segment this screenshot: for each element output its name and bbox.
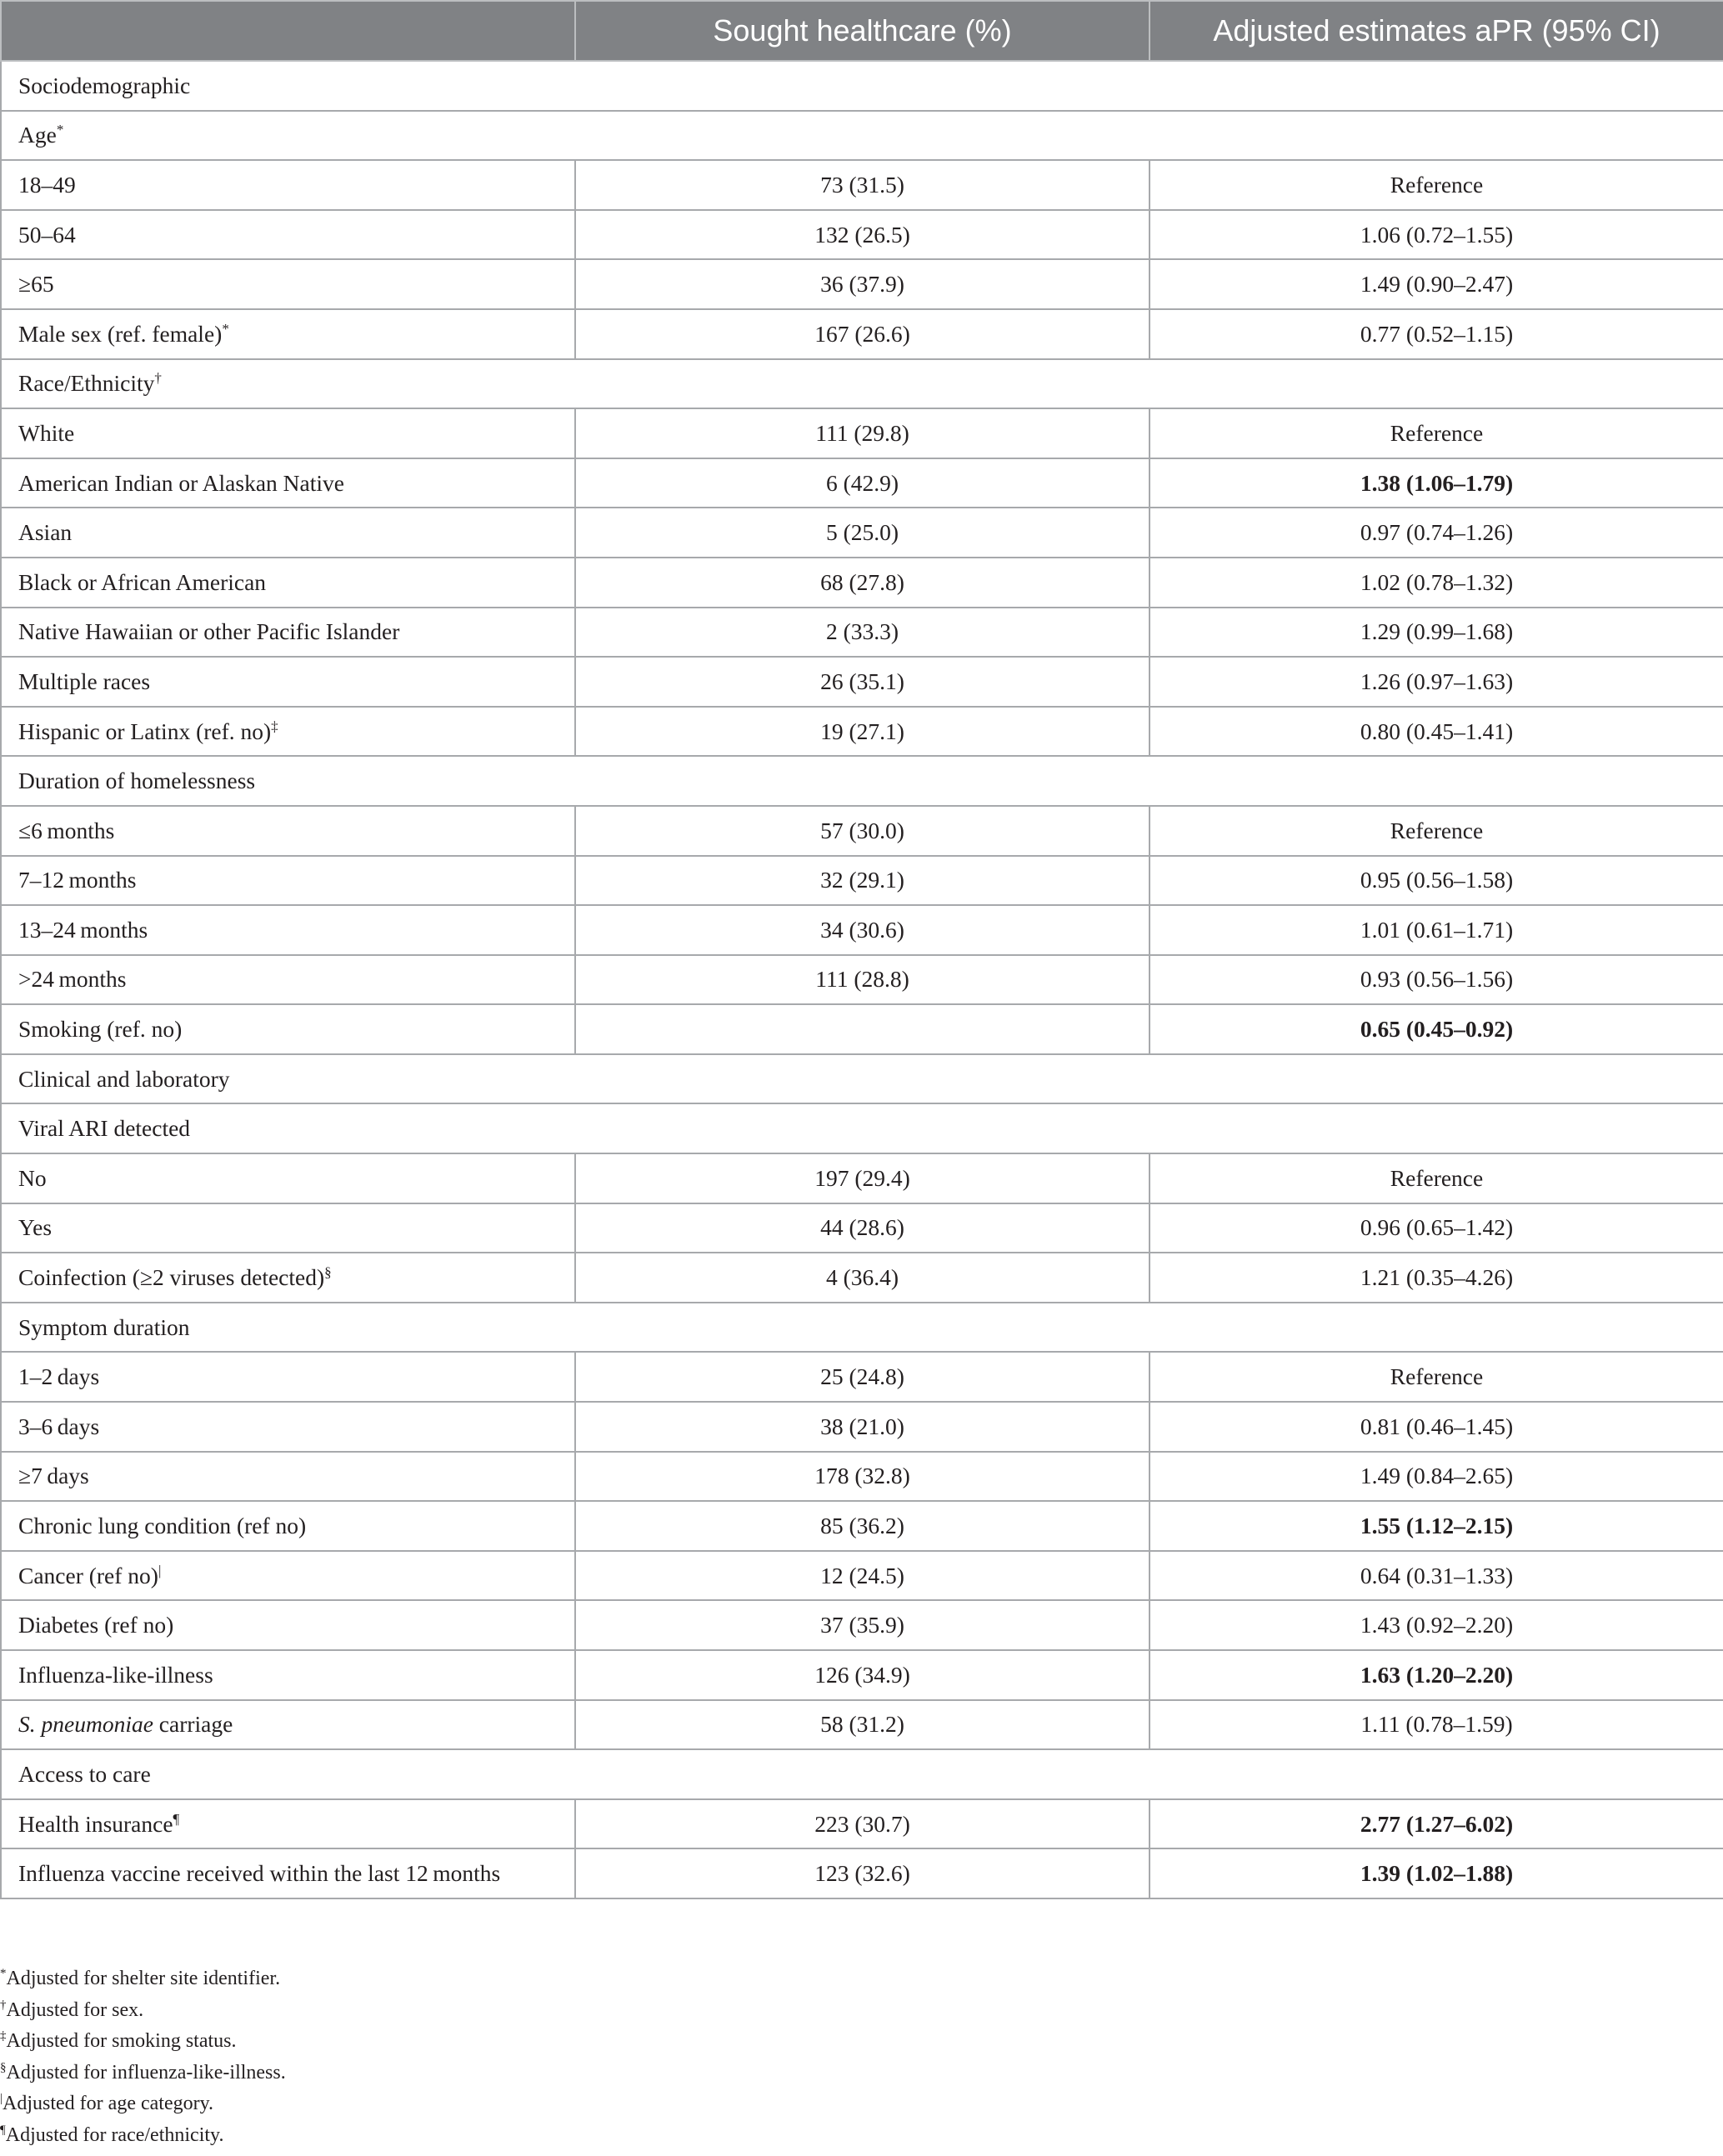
row-label bbox=[1, 955, 575, 1005]
adjusted-estimate-value: 1.49 (0.90–2.47) bbox=[1150, 259, 1723, 309]
table-row bbox=[1, 707, 1723, 757]
footnote-marker: | bbox=[158, 1562, 162, 1578]
sought-healthcare-value: 223 (30.7) bbox=[575, 1799, 1150, 1849]
row-label bbox=[1, 1551, 575, 1601]
adjusted-estimate-value: Reference bbox=[1150, 1352, 1723, 1402]
row-label-text: Asian bbox=[18, 519, 73, 546]
adjusted-estimate-value: 0.96 (0.65–1.42) bbox=[1150, 1203, 1723, 1253]
sought-healthcare-value: 58 (31.2) bbox=[575, 1700, 1150, 1750]
footnote-line bbox=[0, 1995, 286, 2027]
row-label-text: ≥7 days bbox=[18, 1463, 89, 1489]
footnote-line bbox=[0, 2088, 286, 2120]
sought-healthcare-value: 37 (35.9) bbox=[575, 1600, 1150, 1650]
table-row bbox=[1, 1004, 1723, 1054]
section-row bbox=[1, 1303, 1723, 1353]
sought-healthcare-value: 5 (25.0) bbox=[575, 508, 1150, 558]
row-label-text: ≥65 bbox=[18, 271, 54, 298]
row-label-text: Influenza vaccine received within the last 12 months bbox=[18, 1860, 501, 1887]
table-row bbox=[1, 1848, 1723, 1898]
footnote-line bbox=[0, 2120, 286, 2152]
table-row bbox=[1, 1203, 1723, 1253]
row-label-text: S. pneumoniae bbox=[18, 1711, 153, 1738]
row-label bbox=[1, 657, 575, 707]
footnote-text: Adjusted for shelter site identifier. bbox=[6, 1968, 281, 1989]
footnote-line bbox=[0, 2026, 286, 2058]
adjusted-estimate-value: 0.65 (0.45–0.92) bbox=[1150, 1004, 1723, 1054]
row-label bbox=[1, 359, 1723, 409]
row-label bbox=[1, 1650, 575, 1700]
row-label-text: Cancer (ref no) bbox=[18, 1562, 158, 1588]
sought-healthcare-value: 2 (33.3) bbox=[575, 608, 1150, 658]
adjusted-estimate-value: 0.64 (0.31–1.33) bbox=[1150, 1551, 1723, 1601]
table-row bbox=[1, 657, 1723, 707]
footnote-text: Adjusted for smoking status. bbox=[6, 2030, 237, 2052]
footnote-mark: § bbox=[0, 2060, 7, 2074]
sought-healthcare-value: 123 (32.6) bbox=[575, 1848, 1150, 1898]
row-label bbox=[1, 756, 1723, 806]
adjusted-estimate-value: 0.77 (0.52–1.15) bbox=[1150, 309, 1723, 359]
adjusted-estimate-value: 1.26 (0.97–1.63) bbox=[1150, 657, 1723, 707]
row-label bbox=[1, 905, 575, 955]
section-row bbox=[1, 61, 1723, 111]
sought-healthcare-value: 44 (28.6) bbox=[575, 1203, 1150, 1253]
row-label-text: Native Hawaiian or other Pacific Islander bbox=[18, 618, 400, 645]
row-label-text: Viral ARI detected bbox=[18, 1115, 191, 1142]
footnote-mark: ‡ bbox=[0, 2029, 7, 2043]
footnote-marker: ‡ bbox=[271, 718, 278, 734]
sought-healthcare-value: 19 (27.1) bbox=[575, 707, 1150, 757]
sought-healthcare-value: 32 (29.1) bbox=[575, 856, 1150, 906]
row-label-text: Duration of homelessness bbox=[18, 768, 256, 794]
sought-healthcare-value: 132 (26.5) bbox=[575, 210, 1150, 260]
adjusted-estimate-value: 1.55 (1.12–2.15) bbox=[1150, 1501, 1723, 1551]
row-label bbox=[1, 806, 575, 856]
sought-healthcare-value: 6 (42.9) bbox=[575, 458, 1150, 508]
sought-healthcare-value: 167 (26.6) bbox=[575, 309, 1150, 359]
sought-healthcare-value: 4 (36.4) bbox=[575, 1253, 1150, 1303]
row-label-text: Clinical and laboratory bbox=[18, 1065, 230, 1092]
table-row bbox=[1, 1650, 1723, 1700]
row-label bbox=[1, 1004, 575, 1054]
row-label bbox=[1, 1501, 575, 1551]
table-row bbox=[1, 608, 1723, 658]
section-row bbox=[1, 111, 1723, 161]
table-row bbox=[1, 309, 1723, 359]
row-label bbox=[1, 1303, 1723, 1353]
footnote-marker: † bbox=[154, 370, 162, 387]
row-label-rest: carriage bbox=[153, 1711, 233, 1738]
adjusted-estimate-value: 1.21 (0.35–4.26) bbox=[1150, 1253, 1723, 1303]
header-row bbox=[1, 1, 1723, 61]
footnote-marker: * bbox=[56, 122, 64, 138]
section-row bbox=[1, 1054, 1723, 1104]
row-label bbox=[1, 508, 575, 558]
adjusted-estimate-value: 0.93 (0.56–1.56) bbox=[1150, 955, 1723, 1005]
sought-healthcare-value bbox=[575, 1004, 1150, 1054]
sought-healthcare-value: 36 (37.9) bbox=[575, 259, 1150, 309]
sought-healthcare-value: 111 (29.8) bbox=[575, 408, 1150, 458]
row-label bbox=[1, 61, 1723, 111]
table-header bbox=[1, 1, 1723, 61]
sought-healthcare-value: 111 (28.8) bbox=[575, 955, 1150, 1005]
row-label bbox=[1, 309, 575, 359]
row-label-text: 7–12 months bbox=[18, 867, 137, 893]
table-row bbox=[1, 1253, 1723, 1303]
row-label-text: Coinfection (≥2 viruses detected) bbox=[18, 1264, 325, 1291]
table-row bbox=[1, 210, 1723, 260]
adjusted-estimate-value: 0.81 (0.46–1.45) bbox=[1150, 1402, 1723, 1452]
row-label-text: 50–64 bbox=[18, 221, 76, 248]
table-row bbox=[1, 1551, 1723, 1601]
row-label-text: American Indian or Alaskan Native bbox=[18, 469, 344, 496]
table-row bbox=[1, 1799, 1723, 1849]
section-row bbox=[1, 1749, 1723, 1799]
header-characteristic bbox=[1, 1, 575, 61]
row-label-text: >24 months bbox=[18, 966, 127, 993]
row-label-text: Chronic lung condition (ref no) bbox=[18, 1513, 307, 1539]
sought-healthcare-value: 34 (30.6) bbox=[575, 905, 1150, 955]
footnote-mark: * bbox=[0, 1967, 7, 1980]
row-label-text: Influenza-like-illness bbox=[18, 1661, 213, 1688]
adjusted-estimate-value: Reference bbox=[1150, 408, 1723, 458]
sought-healthcare-value: 25 (24.8) bbox=[575, 1352, 1150, 1402]
adjusted-estimate-value: 1.39 (1.02–1.88) bbox=[1150, 1848, 1723, 1898]
row-label bbox=[1, 210, 575, 260]
section-row bbox=[1, 756, 1723, 806]
row-label bbox=[1, 707, 575, 757]
sought-healthcare-value: 178 (32.8) bbox=[575, 1452, 1150, 1502]
table-row bbox=[1, 1700, 1723, 1750]
row-label bbox=[1, 1600, 575, 1650]
row-label-text: 1–2 days bbox=[18, 1363, 100, 1390]
adjusted-estimate-value: 1.49 (0.84–2.65) bbox=[1150, 1452, 1723, 1502]
adjusted-estimate-value: Reference bbox=[1150, 806, 1723, 856]
row-label-text: White bbox=[18, 419, 75, 446]
row-label-text: Male sex (ref. female) bbox=[18, 320, 223, 347]
row-label-text: Health insurance bbox=[18, 1810, 173, 1837]
row-label bbox=[1, 1203, 575, 1253]
row-label bbox=[1, 1054, 1723, 1104]
footnote-line bbox=[0, 2058, 286, 2089]
footnote-mark: | bbox=[0, 2092, 3, 2105]
adjusted-estimate-value: 1.43 (0.92–2.20) bbox=[1150, 1600, 1723, 1650]
adjusted-estimate-value: 1.06 (0.72–1.55) bbox=[1150, 210, 1723, 260]
adjusted-estimate-value: 1.02 (0.78–1.32) bbox=[1150, 558, 1723, 608]
row-label-text: Black or African American bbox=[18, 568, 267, 595]
table-row bbox=[1, 408, 1723, 458]
footnotes bbox=[0, 1963, 286, 2151]
row-label bbox=[1, 1452, 575, 1502]
table-row bbox=[1, 508, 1723, 558]
sought-healthcare-value: 12 (24.5) bbox=[575, 1551, 1150, 1601]
adjusted-estimate-value: 0.80 (0.45–1.41) bbox=[1150, 707, 1723, 757]
row-label-text: 13–24 months bbox=[18, 916, 148, 943]
row-label bbox=[1, 608, 575, 658]
row-label-text: Smoking (ref. no) bbox=[18, 1016, 183, 1043]
header-adjusted-estimates: Adjusted estimates aPR (95% CI) bbox=[1150, 1, 1723, 61]
sought-healthcare-value: 126 (34.9) bbox=[575, 1650, 1150, 1700]
row-label bbox=[1, 1848, 575, 1898]
adjusted-estimate-value: 1.11 (0.78–1.59) bbox=[1150, 1700, 1723, 1750]
footnote-marker: * bbox=[222, 320, 229, 337]
table-row bbox=[1, 458, 1723, 508]
sought-healthcare-value: 26 (35.1) bbox=[575, 657, 1150, 707]
row-label-text: Symptom duration bbox=[18, 1313, 190, 1340]
row-label-text: No bbox=[18, 1164, 47, 1191]
footnote-mark: † bbox=[0, 1998, 7, 2012]
row-label-text: Multiple races bbox=[18, 668, 151, 694]
row-label-text: Yes bbox=[18, 1214, 53, 1241]
table-row bbox=[1, 160, 1723, 210]
adjusted-estimate-value: 0.97 (0.74–1.26) bbox=[1150, 508, 1723, 558]
row-label bbox=[1, 111, 1723, 161]
table-row bbox=[1, 1153, 1723, 1203]
adjusted-estimate-value: 2.77 (1.27–6.02) bbox=[1150, 1799, 1723, 1849]
sought-healthcare-value: 57 (30.0) bbox=[575, 806, 1150, 856]
table-row bbox=[1, 856, 1723, 906]
table-row bbox=[1, 806, 1723, 856]
row-label-text: Race/Ethnicity bbox=[18, 370, 155, 397]
row-label bbox=[1, 408, 575, 458]
row-label-text: Diabetes (ref no) bbox=[18, 1612, 174, 1638]
row-label-text: 18–49 bbox=[18, 171, 76, 198]
adjusted-estimate-value: 0.95 (0.56–1.58) bbox=[1150, 856, 1723, 906]
row-label bbox=[1, 1799, 575, 1849]
row-label bbox=[1, 1103, 1723, 1153]
row-label bbox=[1, 1253, 575, 1303]
row-label-text: Access to care bbox=[18, 1760, 151, 1787]
adjusted-estimate-value: 1.29 (0.99–1.68) bbox=[1150, 608, 1723, 658]
row-label bbox=[1, 1402, 575, 1452]
footnote-text: Adjusted for age category. bbox=[3, 2093, 214, 2114]
row-label-text: 3–6 days bbox=[18, 1413, 100, 1439]
adjusted-estimate-value: 1.38 (1.06–1.79) bbox=[1150, 458, 1723, 508]
footnote-line bbox=[0, 1963, 286, 1995]
row-label-text: ≤6 months bbox=[18, 817, 115, 843]
adjusted-estimate-value: Reference bbox=[1150, 1153, 1723, 1203]
footnote-mark: ¶ bbox=[0, 2123, 6, 2137]
sought-healthcare-value: 197 (29.4) bbox=[575, 1153, 1150, 1203]
row-label bbox=[1, 1352, 575, 1402]
footnote-text: Adjusted for sex. bbox=[6, 1998, 144, 2021]
row-label bbox=[1, 856, 575, 906]
table-row bbox=[1, 955, 1723, 1005]
table-row bbox=[1, 1402, 1723, 1452]
row-label bbox=[1, 558, 575, 608]
row-label-text: Age bbox=[18, 122, 57, 148]
adjusted-estimate-value: 1.01 (0.61–1.71) bbox=[1150, 905, 1723, 955]
row-label bbox=[1, 1749, 1723, 1799]
header-sought-healthcare: Sought healthcare (%) bbox=[575, 1, 1150, 61]
row-label bbox=[1, 1700, 575, 1750]
table-row bbox=[1, 1352, 1723, 1402]
sought-healthcare-value: 85 (36.2) bbox=[575, 1501, 1150, 1551]
footnote-marker: ¶ bbox=[173, 1810, 180, 1827]
row-label bbox=[1, 1153, 575, 1203]
adjusted-estimate-value: Reference bbox=[1150, 160, 1723, 210]
footnote-text: Adjusted for influenza-like-illness. bbox=[6, 2061, 286, 2083]
table-row bbox=[1, 1600, 1723, 1650]
table-row bbox=[1, 1452, 1723, 1502]
section-row bbox=[1, 359, 1723, 409]
table-body bbox=[1, 61, 1723, 1898]
table-row bbox=[1, 1501, 1723, 1551]
row-label bbox=[1, 160, 575, 210]
row-label bbox=[1, 259, 575, 309]
footnote-text: Adjusted for race/ethnicity. bbox=[5, 2123, 224, 2146]
row-label-text: Hispanic or Latinx (ref. no) bbox=[18, 718, 272, 744]
row-label-text: Sociodemographic bbox=[18, 72, 191, 98]
sought-healthcare-value: 73 (31.5) bbox=[575, 160, 1150, 210]
table-row bbox=[1, 905, 1723, 955]
sought-healthcare-value: 38 (21.0) bbox=[575, 1402, 1150, 1452]
sought-healthcare-value: 68 (27.8) bbox=[575, 558, 1150, 608]
section-row bbox=[1, 1103, 1723, 1153]
table-row bbox=[1, 558, 1723, 608]
table-row bbox=[1, 259, 1723, 309]
adjusted-estimate-value: 1.63 (1.20–2.20) bbox=[1150, 1650, 1723, 1700]
row-label bbox=[1, 458, 575, 508]
footnote-marker: § bbox=[324, 1263, 332, 1280]
